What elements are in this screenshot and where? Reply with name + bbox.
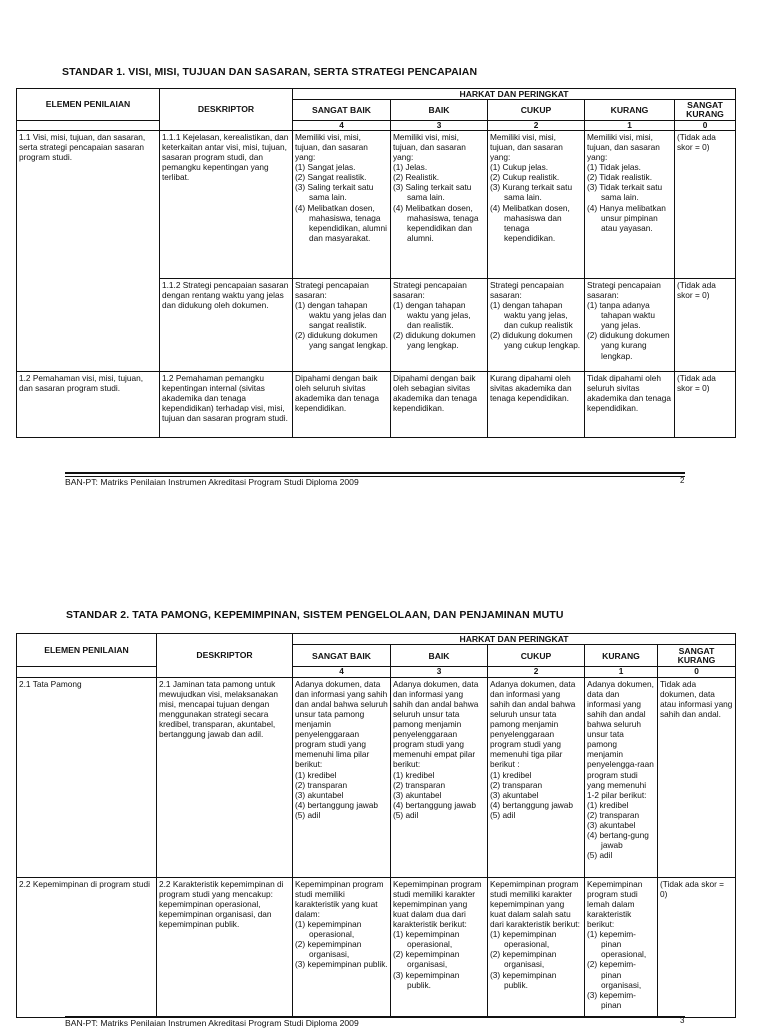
- cukup-cell: [488, 877, 585, 1017]
- criteria-list: [490, 162, 582, 243]
- baik-cell: [391, 371, 488, 437]
- criteria-item: (3) kepemim-pinan: [587, 989, 636, 1010]
- score-1: 1: [585, 120, 675, 130]
- criteria-item: (4) bertang-gung jawab: [587, 830, 649, 851]
- criteria-intro: Kepemimpinan program studi lemah dalam karakteristik berikut:: [587, 878, 643, 930]
- criteria-intro: Memiliki visi, misi, tujuan, dan sasaran yang:: [393, 131, 466, 163]
- criteria-list: [587, 300, 672, 361]
- criteria-item: (2) Tidak realistik.: [587, 172, 653, 183]
- criteria-item: (1) kredibel: [393, 769, 435, 780]
- criteria-item: (1) kepemimpinan operasional,: [393, 929, 460, 950]
- deskriptor-cell: 1.1.1 Kejelasan, kerealistikan, dan keterkaitan antar visi, misi, tujuan, sasaran program studi, dan pemangku kepentingan yang terlibat.: [160, 130, 293, 278]
- criteria-item: (3) kepemimpinan publik.: [295, 959, 388, 970]
- criteria-item: (1) Cukup jelas.: [490, 162, 549, 173]
- criteria-intro: Tidak dipahami oleh seluruh sivitas akademika dan tenaga kependidikan.: [587, 372, 671, 414]
- table-row: [17, 877, 736, 1017]
- criteria-list: [587, 929, 655, 1010]
- sangat-kurang-cell: (Tidak ada skor = 0): [675, 371, 736, 437]
- criteria-item: (3) akuntabel: [587, 820, 636, 831]
- criteria-item: (3) akuntabel: [393, 789, 442, 800]
- criteria-list: [490, 770, 582, 821]
- criteria-list: [490, 300, 582, 351]
- header-elemen: ELEMEN PENILAIAN: [17, 89, 160, 121]
- criteria-item: (4) bertanggung jawab: [295, 799, 379, 810]
- criteria-list: [393, 770, 485, 821]
- score-0: 0: [675, 120, 736, 130]
- criteria-item: (4) Melibatkan dosen, mahasiswa, tenaga kependidikan dan alumni.: [393, 202, 479, 243]
- criteria-intro: Strategi pencapaian sasaran:: [393, 279, 467, 300]
- score-0: 0: [658, 667, 736, 677]
- table-row: [17, 278, 736, 371]
- criteria-item: (4) Hanya melibatkan unsur pimpinan atau yayasan.: [587, 202, 666, 233]
- criteria-item: (2) didukung dokumen yang kurang lengkap.: [587, 330, 670, 361]
- criteria-item: (1) kredibel: [587, 799, 629, 810]
- header-cukup: CUKUP: [488, 100, 585, 120]
- criteria-item: (1) kepemim-pinan operasional,: [587, 929, 647, 960]
- criteria-intro: Adanya dokumen, data dan informasi yang sahih dan andal bahwa seluruh unsur tata pamong menjamin penyelenggaraan program studi yang memenuhi tiga pilar berikut :: [490, 678, 576, 770]
- cukup-cell: [488, 371, 585, 437]
- criteria-list: [490, 929, 582, 990]
- page-2-footer: BAN-PT: Matriks Penilaian Instrumen Akreditasi Program Studi Diploma 2009: [65, 1018, 359, 1028]
- kurang-cell: [585, 278, 675, 371]
- score-2: 2: [488, 667, 585, 677]
- elemen-cell: [17, 278, 160, 371]
- criteria-item: (2) transparan: [587, 810, 640, 821]
- score-4: 4: [293, 120, 391, 130]
- header-sangat-kurang: SANGAT KURANG: [658, 645, 736, 667]
- baik-cell: [391, 130, 488, 278]
- criteria-item: (1) Sangat jelas.: [295, 162, 356, 173]
- elemen-cell: 1.2 Pemahaman visi, misi, tujuan, dan sasaran program studi.: [17, 371, 160, 437]
- criteria-list: [295, 162, 388, 243]
- baik-cell: [391, 877, 488, 1017]
- baik-cell: [391, 278, 488, 371]
- criteria-item: (1) kepemimpinan operasional,: [295, 919, 362, 940]
- score-2: 2: [488, 120, 585, 130]
- criteria-item: (3) Saling terkait satu sama lain.: [393, 182, 472, 203]
- criteria-intro: Adanya dokumen, data dan informasi yang sahih dan andal bahwa seluruh unsur tata pamong menjamin penyelenggaraan program studi yang memenuhi lima pilar berikut:: [295, 678, 388, 770]
- criteria-item: (5) adil: [587, 850, 613, 861]
- criteria-item: (3) Kurang terkait satu sama lain.: [490, 182, 573, 203]
- elemen-cell: 2.1 Tata Pamong: [17, 677, 157, 877]
- header-harkat: HARKAT DAN PERINGKAT: [293, 634, 736, 645]
- criteria-item: (2) kepemimpinan organisasi,: [393, 949, 460, 970]
- standard-1-table: [16, 88, 736, 438]
- criteria-list: [587, 800, 655, 861]
- sangat-baik-cell: [293, 677, 391, 877]
- criteria-intro: Kepemimpinan program studi memiliki karakter kepemimpinan yang kuat dalam dua dari karakteristik berikut:: [393, 878, 482, 930]
- score-3: 3: [391, 667, 488, 677]
- criteria-item: (2) transparan: [393, 779, 446, 790]
- sangat-baik-cell: [293, 877, 391, 1017]
- deskriptor-cell: 1.2 Pemahaman pemangku kepentingan internal (sivitas akademika dan tenaga kependidikan) terhadap visi, misi, tujuan dan sasaran program studi.: [160, 371, 293, 437]
- criteria-list: [295, 770, 388, 821]
- footer-rule: [65, 472, 685, 474]
- criteria-item: (2) Cukup realistik.: [490, 172, 560, 183]
- header-sangat-kurang: SANGAT KURANG: [675, 100, 736, 120]
- cukup-cell: [488, 677, 585, 877]
- standard-1-title: STANDAR 1. VISI, MISI, TUJUAN DAN SASARAN, SERTA STRATEGI PENCAPAIAN: [62, 66, 478, 78]
- criteria-item: (3) akuntabel: [295, 789, 344, 800]
- header-kurang: KURANG: [585, 645, 658, 667]
- criteria-item: (4) bertanggung jawab: [393, 799, 477, 810]
- header-baik: BAIK: [391, 100, 488, 120]
- kurang-cell: [585, 371, 675, 437]
- cukup-cell: [488, 278, 585, 371]
- criteria-item: (2) kepemimpinan organisasi,: [490, 949, 557, 970]
- criteria-item: (3) akuntabel: [490, 789, 539, 800]
- criteria-item: (3) kepemimpinan publik.: [490, 969, 557, 990]
- sangat-baik-cell: [293, 278, 391, 371]
- criteria-item: (2) didukung dokumen yang cukup lengkap.: [490, 330, 581, 351]
- table-row: [17, 130, 736, 278]
- criteria-intro: Adanya dokumen, data dan informasi yang sahih dan andal bahwa seluruh unsur tata pamong menjamin penyelengga-raan program studi yang memenuhi 1-2 pilar berikut:: [587, 678, 654, 800]
- table-row: [17, 371, 736, 437]
- criteria-list: [295, 300, 388, 351]
- page-1-number: 2: [680, 476, 685, 485]
- criteria-item: (1) kredibel: [295, 769, 337, 780]
- criteria-item: (3) kepemimpinan publik.: [393, 969, 460, 990]
- standard-2-title: STANDAR 2. TATA PAMONG, KEPEMIMPINAN, SISTEM PENGELOLAAN, DAN PENJAMINAN MUTU: [66, 609, 564, 621]
- standard-2-table: [16, 633, 736, 1018]
- header-deskriptor: DESKRIPTOR: [160, 89, 293, 131]
- criteria-item: (2) transparan: [490, 779, 543, 790]
- criteria-item: (2) didukung dokumen yang sangat lengkap.: [295, 330, 388, 351]
- criteria-list: [393, 929, 485, 990]
- criteria-item: (4) Melibatkan dosen, mahasiswa dan tenaga kependidikan.: [490, 202, 570, 243]
- criteria-item: (1) tanpa adanya tahapan waktu yang jelas.: [587, 300, 655, 331]
- sangat-kurang-cell: (Tidak ada skor = 0): [675, 278, 736, 371]
- criteria-intro: Memiliki visi, misi, tujuan, dan sasaran yang:: [587, 131, 660, 163]
- criteria-item: (2) Sangat realistik.: [295, 172, 367, 183]
- criteria-item: (1) dengan tahapan waktu yang jelas, dan cukup realistik: [490, 300, 573, 331]
- criteria-intro: Strategi pencapaian sasaran:: [587, 279, 661, 300]
- criteria-item: (2) transparan: [295, 779, 348, 790]
- criteria-item: (3) Tidak terkait satu sama lain.: [587, 182, 663, 203]
- sangat-baik-cell: [293, 130, 391, 278]
- kurang-cell: [585, 877, 658, 1017]
- sangat-kurang-cell: (Tidak ada skor = 0): [675, 130, 736, 278]
- criteria-item: (5) adil: [393, 810, 419, 821]
- deskriptor-cell: 2.2 Karakteristik kepemimpinan di program studi yang mencakup: kepemimpinan operasional, kepemimpinan organisasi, dan kepemimpinan publik.: [157, 877, 293, 1017]
- criteria-item: (4) Melibatkan dosen, mahasiswa, tenaga kependidikan, alumni dan masyarakat.: [295, 202, 387, 243]
- criteria-intro: Memiliki visi, misi, tujuan, dan sasaran yang:: [490, 131, 563, 163]
- criteria-list: [295, 919, 388, 970]
- criteria-list: [587, 162, 672, 233]
- criteria-list: [393, 162, 485, 243]
- criteria-item: (5) adil: [295, 810, 321, 821]
- elemen-cell: 2.2 Kepemimpinan di program studi: [17, 877, 157, 1017]
- page-1-footer: BAN-PT: Matriks Penilaian Instrumen Akreditasi Program Studi Diploma 2009: [65, 477, 359, 487]
- criteria-item: (1) Jelas.: [393, 162, 428, 173]
- criteria-item: (3) Saling terkait satu sama lain.: [295, 182, 374, 203]
- criteria-item: (1) dengan tahapan waktu yang jelas dan sangat realistik.: [295, 300, 387, 331]
- header-elemen-spacer: [17, 667, 157, 677]
- sangat-baik-cell: [293, 371, 391, 437]
- kurang-cell: [585, 677, 658, 877]
- elemen-cell: 1.1 Visi, misi, tujuan, dan sasaran, serta strategi pencapaian sasaran program studi.: [17, 130, 160, 278]
- criteria-item: (2) kepemim-pinan organisasi,: [587, 959, 642, 990]
- criteria-item: (5) adil: [490, 810, 516, 821]
- table-row: [17, 677, 736, 877]
- header-kurang: KURANG: [585, 100, 675, 120]
- criteria-item: (4) bertanggung jawab: [490, 799, 574, 810]
- criteria-intro: Adanya dokumen, data dan informasi yang sahih dan andal bahwa seluruh unsur tata pamong menjamin penyelenggaraan program studi yang memenuhi empat pilar berikut:: [393, 678, 479, 770]
- header-harkat: HARKAT DAN PERINGKAT: [293, 89, 736, 100]
- criteria-intro: Dipahami dengan baik oleh sebagian sivitas akademika dan tenaga kependidikan.: [393, 372, 477, 414]
- header-elemen: ELEMEN PENILAIAN: [17, 634, 157, 667]
- criteria-intro: Kepemimpinan program studi memiliki karakteristik yang kuat dalam:: [295, 878, 384, 919]
- deskriptor-cell: 2.1 Jaminan tata pamong untuk mewujudkan visi, melaksanakan misi, mencapai tujuan dengan menggunakan strategi secara kredibel, transparan, akuntabel, bertanggung jawab dan adil.: [157, 677, 293, 877]
- score-3: 3: [391, 120, 488, 130]
- criteria-intro: Memiliki visi, misi, tujuan, dan sasaran yang:: [295, 131, 368, 163]
- criteria-list: [393, 300, 485, 351]
- cukup-cell: [488, 130, 585, 278]
- deskriptor-cell: 1.1.2 Strategi pencapaian sasaran dengan rentang waktu yang jelas dan didukung oleh dokumen.: [160, 278, 293, 371]
- criteria-item: (2) kepemimpinan organisasi,: [295, 939, 362, 960]
- criteria-item: (1) Tidak jelas.: [587, 162, 641, 173]
- sangat-kurang-cell: Tidak ada dokumen, data atau informasi yang sahih dan andal.: [658, 677, 736, 877]
- score-1: 1: [585, 667, 658, 677]
- header-sangat-baik: SANGAT BAIK: [293, 645, 391, 667]
- header-elemen-spacer: [17, 120, 160, 130]
- header-baik: BAIK: [391, 645, 488, 667]
- criteria-item: (1) kepemimpinan operasional,: [490, 929, 557, 950]
- criteria-intro: Dipahami dengan baik oleh seluruh sivitas akademika dan tenaga kependidikan.: [295, 372, 379, 414]
- header-sangat-baik: SANGAT BAIK: [293, 100, 391, 120]
- score-4: 4: [293, 667, 391, 677]
- header-deskriptor: DESKRIPTOR: [157, 634, 293, 678]
- header-cukup: CUKUP: [488, 645, 585, 667]
- baik-cell: [391, 677, 488, 877]
- sangat-kurang-cell: (Tidak ada skor = 0): [658, 877, 736, 1017]
- criteria-intro: Kurang dipahami oleh sivitas akademika dan tenaga kependidikan.: [490, 372, 572, 404]
- criteria-intro: Strategi pencapaian sasaran:: [295, 279, 369, 300]
- criteria-intro: Kepemimpinan program studi memiliki karakter kepemimpinan yang kuat dalam salah satu dari karakteristik berikut:: [490, 878, 580, 930]
- criteria-intro: Strategi pencapaian sasaran:: [490, 279, 564, 300]
- criteria-item: (2) Realistik.: [393, 172, 440, 183]
- kurang-cell: [585, 130, 675, 278]
- criteria-item: (1) kredibel: [490, 769, 532, 780]
- criteria-item: (2) didukung dokumen yang lengkap.: [393, 330, 476, 351]
- criteria-item: (1) dengan tahapan waktu yang jelas, dan realistik.: [393, 300, 471, 331]
- page-2-number: 3: [680, 1016, 685, 1025]
